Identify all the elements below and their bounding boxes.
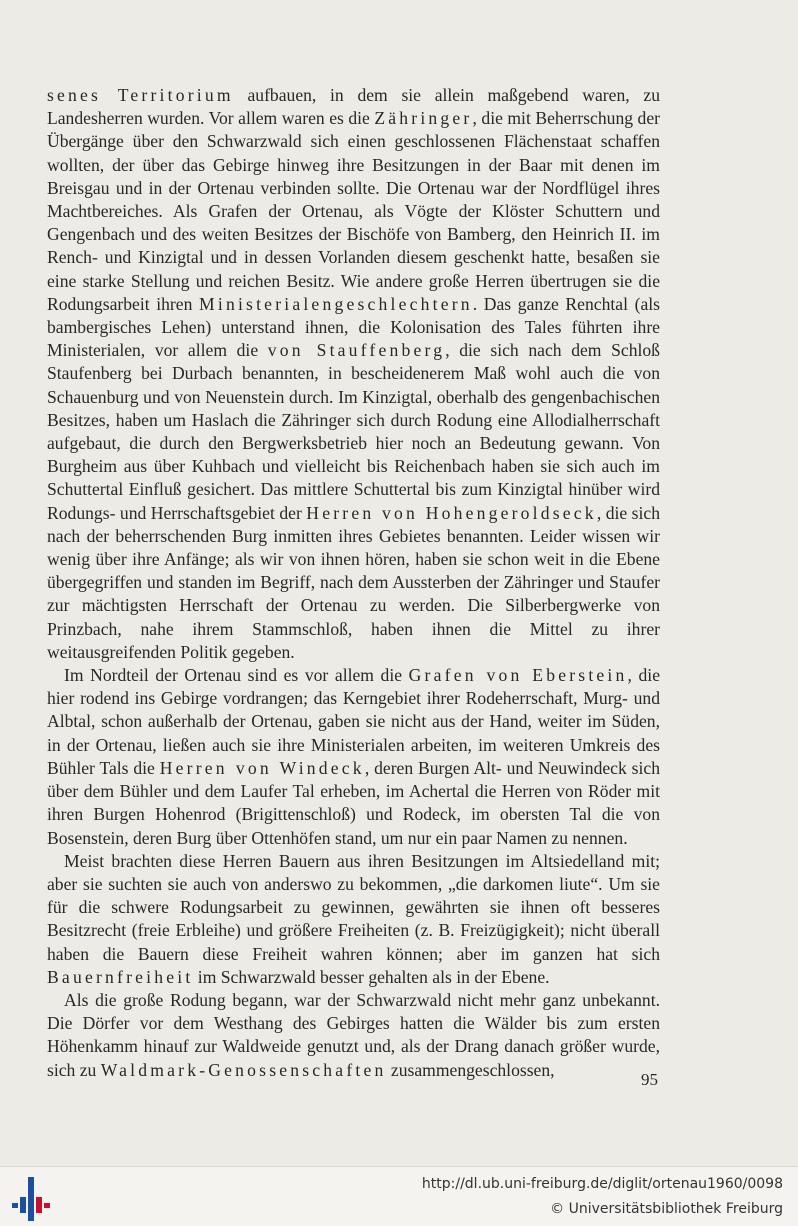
copyright-notice: © Universitätsbibliothek Freiburg — [550, 1201, 783, 1217]
body-text — [47, 84, 660, 1082]
text-run: zusammengeschlossen, — [386, 1059, 555, 1080]
spaced-name: senes Territorium — [47, 85, 234, 105]
spaced-name: Grafen von Eberstein — [408, 665, 628, 686]
ub-freiburg-logo-icon[interactable] — [12, 1177, 50, 1221]
paragraph — [47, 989, 660, 1082]
spaced-name: Waldmark-Genossenschaften — [100, 1059, 387, 1080]
text-run: , die sich nach dem Schloß Staufenberg bei Durbach benannten, in bescheidenerem Maß wohl auch die von Schauenburg und von Neuenstein durch. Im Kinzigtal, oberhalb des gengenbachischen Besitzes, haben um Haslach die Zähringer sich durch Rodung eine Allodialherrschaft aufgebaut, die durch den Bergwerksbetrieb hier noch an Bedeutung gewann. Von Burgheim aus über Kuhbach und vielleicht bis Reichenbach haben sie sich auch im Schuttertal Einfluß gesichert. Das mittlere Schuttertal bis zum Kinzigtal hinüber wird Rodungs- und Herrschaftsgebiet der — [47, 340, 660, 523]
text-run: , die mit Beherrschung der Übergänge über den Schwarzwald sich einen geschlossenen Flächenstaat schaffen wollten, der über das Gebirge hinweg ihre Besitzungen in der Baar mit denen im Breisgau und in der Ortenau verbinden sollte. Die Ortenau war der Nordflügel ihres Machtbereiches. Als Grafen der Ortenau, als Vögte der Klöster Schuttern und Gengenbach und des weiten Besitzes der Bischöfe von Bamberg, den Heinrich II. im Rench- und Kinzigtal und in dessen Vorlanden diesem geschenkt hatte, besaßen sie eine starke Stellung und reichen Besitz. Wie andere große Herren übertrugen sie die Rodungsarbeit ihren — [47, 108, 660, 314]
permalink-url[interactable]: http://dl.ub.uni-freiburg.de/diglit/ortenau1960/0098 — [421, 1176, 783, 1192]
text-run: . Das ganze Renchtal (als bambergisches Lehen) unterstand ihnen, die Kolonisation des Tales führten ihre Ministerialen, vor allem die — [47, 293, 661, 361]
text-run: aufbauen, in dem sie allein maßgebend waren, zu Landesherren wurden. Vor allem waren es die — [47, 85, 660, 129]
text-run: , die sich nach der beherrschenden Burg inmitten ihres Gebietes benannten. Leider wissen wir wenig über ihre Anfänge; als wir von ihnen hören, haben sie schon weit in die Ebene übergegriffen und standen im Begriff, nach dem Aussterben der Zähringer und Staufer zur mächtigsten Herrschaft der Ortenau zu werden. Die Silberbergwerke von Prinzbach, nahe ihrem Stammschloß, haben ihnen die Mittel zu ihrer weitausgreifenden Politik gegeben. — [47, 502, 661, 662]
text-run: Im Nordteil der Ortenau sind es vor allem die — [64, 665, 409, 686]
spaced-name: Herren von Windeck — [159, 757, 365, 778]
spaced-name: Zähringer — [374, 108, 473, 129]
text-run: Meist brachten diese Herren Bauern aus ihren Besitzungen im Altsiedelland mit; aber sie suchten sie auch von anderswo zu bekommen, „die darkomen liute“. Um sie für die schwere Rodungsarbeit zu gewinnen, gewährten sie ihnen oft besseres Besitzrecht (freie Erbleihe) und größere Freiheiten (z. B. Freizügigkeit); nicht überall haben die Bauern diese Freiheit wahren können; aber im ganzen hat sich — [47, 850, 660, 964]
paragraph — [47, 84, 660, 664]
text-run: im Schwarzwald besser gehalten als in der Ebene. — [193, 966, 550, 987]
page-number: 95 — [641, 1070, 658, 1089]
spaced-name: Bauernfreiheit — [47, 966, 194, 987]
text-run: , die hier rodend ins Gebirge vordrangen; das Kerngebiet ihrer Rodeherrschaft, Murg- und Albtal, schon außerhalb der Ortenau, gaben sie nicht aus der Hand, weiter im Süden, in der Ortenau, ließen auch sie ihre Ministerialen arbeiten, im weiteren Umkreis des Bühler Tals die — [47, 665, 661, 778]
paragraph — [47, 850, 660, 989]
text-run: , deren Burgen Alt- und Neuwindeck sich über dem Bühler und dem Laufer Tal erheben, im Achertal die Herren von Röder mit ihren Burgen Hohenrod (Brigittenschloß) und Rodeck, im obersten Tal die von Bosenstein, deren Burg über Ottenhöfen stand, um nur ein paar Namen zu nennen. — [47, 757, 661, 848]
spaced-name: Ministerialengeschlechtern — [199, 293, 473, 314]
spaced-name: von Stauffenberg — [267, 340, 446, 361]
spaced-name: Herren von Hohengeroldseck — [306, 502, 597, 523]
text-run: Als die große Rodung begann, war der Schwarzwald nicht mehr ganz unbekannt. Die Dörfer vor dem Westhang des Gebirges hatten die Wälder bis zum ersten Höhenkamm hinauf zur Waldweide genutzt und, als der Drang danach größer wurde, sich zu — [47, 989, 660, 1080]
paragraph — [47, 664, 660, 850]
viewer-footer — [0, 1166, 798, 1226]
